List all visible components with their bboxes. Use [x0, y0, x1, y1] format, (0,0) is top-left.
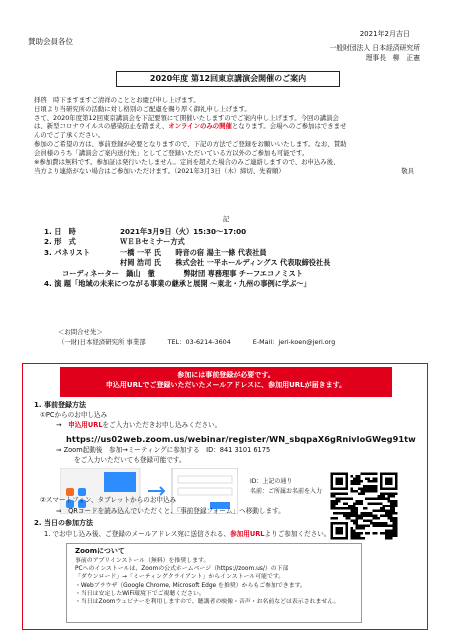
agenda-label: 3. パネリスト: [44, 247, 91, 257]
application-url-label: 申込用URL: [68, 421, 103, 429]
participation-url-label: 参加用URL: [230, 530, 265, 538]
registration-url[interactable]: https://us02web.zoom.us/webinar/register/WN_sbqpaX6gRnivloGWeg91tw: [66, 434, 416, 444]
banner-line-1: 参加には事前登録が必要です。: [177, 371, 275, 379]
smartphone-registration: ②スマートフォン、タブレットからのお申込み: [40, 496, 177, 504]
closing-word: 敬具: [401, 166, 414, 175]
issue-date: 2021年2月吉日: [359, 30, 410, 38]
body-line: ※参加費は無料です。参加証は発行いたしません。定員を超えた場合のみご連絡しますので、お申込み後、: [34, 157, 340, 166]
body-line: [34, 122, 428, 131]
online-only-note: オンラインのみの開催: [168, 122, 232, 131]
arrow-text: →: [56, 421, 69, 429]
organization-block: [329, 44, 420, 64]
body-line: 会員様のうち「講演会ご案内送付先」としてご登録いただいている方以外のご参加も可能です。: [34, 148, 309, 157]
deadline-note: 当方より連絡がない場合はご参加いただけます。（2021年3月3日（木）締切、先着順）: [34, 166, 285, 175]
name-note: 名前：ご所属お名前を入力: [250, 488, 323, 495]
pc-instruction: [56, 421, 221, 430]
panelist-2: 村岡 浩司 氏 株式会社 一平ホールディングス 代表取締役社長: [120, 258, 331, 268]
coordinator: コーディネーター 鍋山 徹 弊財団 専務理事 チーフエコノミスト: [62, 268, 303, 278]
body-segment: は、新型コロナウイルスの感染防止を踏まえ、: [34, 122, 169, 131]
zoom-info-line: PCへのインストールは、Zoomの公式ホームページ（https://zoom.us/）の下部: [75, 566, 289, 573]
recipient: 賛助会員各位: [28, 37, 73, 46]
agenda-topic: 4. 演 題「地域の未来につながる事業の継承と展開 ～東北・九州の事例に学ぶ～」: [44, 279, 311, 289]
inquiry-contacts: [58, 338, 335, 348]
day-instruction: [44, 530, 330, 539]
body-segment: となります。会場へのご参加はできませ: [231, 122, 347, 131]
panelist-1: 一橋 一平 氏 時音の宿 湯主一條 代表社員: [120, 247, 267, 257]
zoom-id-instruction-2: をご入力いただいても登録可能です。: [74, 456, 186, 464]
zoom-info-line: ・当日は安定したWiFi環境下でご視聴ください。: [75, 590, 205, 597]
agenda-panelists: [44, 248, 434, 258]
body-line: 日頃より当研究所の活動に対し格別のご配慮を賜り厚く御礼申し上げます。: [34, 104, 251, 113]
zoom-id-instruction: ⇒ Zoom起動後 参加→ミーティングに参加する ID：841 3101 6175: [56, 446, 271, 454]
smartphone-instruction: ⇒ QRコードを読み込んでいただくと、「事前登録フォーム」へ移動します。: [56, 507, 285, 515]
agenda-value: 2021年3月9日（火）15:30～17:00: [120, 227, 247, 236]
ki-marker: 記: [222, 215, 230, 223]
qr-code[interactable]: [328, 470, 400, 542]
inquiry: [58, 328, 335, 348]
agenda-label: 2. 形 式: [44, 237, 76, 247]
body-line: んのでご了承ください。: [34, 131, 105, 140]
zoom-info-line: 「ダウンロード」→「ミーティングクライアント」からインストール可能です。: [75, 574, 285, 581]
pc-registration: ①PCからのお申し込み: [40, 411, 108, 419]
pc-instruction-text: をご入力いただきお申し込みください。: [102, 421, 222, 429]
registration-banner: [60, 367, 392, 397]
inquiry-org: （一財)日本経済研究所 事業部: [58, 337, 146, 346]
section-preregistration: 1. 事前登録方法: [34, 401, 86, 409]
org-president: 理事長 柳 正憲: [365, 53, 420, 62]
day-text-end: よりご参加ください。: [264, 530, 331, 538]
id-note: ID：上記の通り: [250, 478, 293, 485]
day-text: 1. でお申し込み後、ご登録のメールアドレス宛に送信される、: [44, 530, 231, 538]
zoom-info-line: ・Webブラウザ（Google Chrome, Microsoft Edge を推奨）からもご参加できます。: [75, 582, 306, 589]
body-line: 拝啓 時下ますますご清祥のこととお慶び申し上げます。: [34, 96, 200, 104]
body-line: さて、2020年度第12回東京講演会を下記要領にて開催いたしますのでご案内申し上げます。今回の講演会: [34, 113, 339, 122]
document-title: 2020年度 第12回東京講演会開催のご案内: [116, 71, 340, 87]
banner-line-2: 申込用URLでご登録いただいたメールアドレスに、参加用URLが届きます。: [105, 381, 347, 390]
agenda-value: ＷＥＢセミナー方式: [120, 237, 185, 247]
inquiry-label: ＜お問合せ先＞: [58, 328, 103, 336]
org-name: 一般財団法人 日本経済研究所: [329, 44, 420, 52]
agenda-format: [44, 237, 434, 247]
zoom-info-box: [66, 543, 362, 623]
inquiry-email[interactable]: E-Mail：jeri-koen@jeri.org: [252, 337, 336, 346]
body-line: 参加のご希望の方は、事前登録が必要となりますので、下記の方法でご登録をお願いいたします。なお、賛助: [34, 140, 347, 149]
zoom-info-line: ・当日はZoomウェビナーを利用しますので、聴講者の映像・音声・お名前などは表示されません。: [75, 599, 340, 606]
agenda-label: 1. 日 時: [44, 227, 76, 236]
section-day-of: 2. 当日の参加方法: [34, 519, 93, 527]
inquiry-tel: TEL：03-6214-3604: [167, 337, 231, 346]
body-text: [34, 96, 428, 175]
agenda: [44, 227, 434, 290]
zoom-info-title: Zoomについて: [75, 547, 125, 555]
body-line: [34, 167, 428, 176]
agenda-date: [44, 227, 434, 237]
zoom-info-line: 事前のアプリインストール（無料）を推奨します。: [75, 557, 210, 564]
